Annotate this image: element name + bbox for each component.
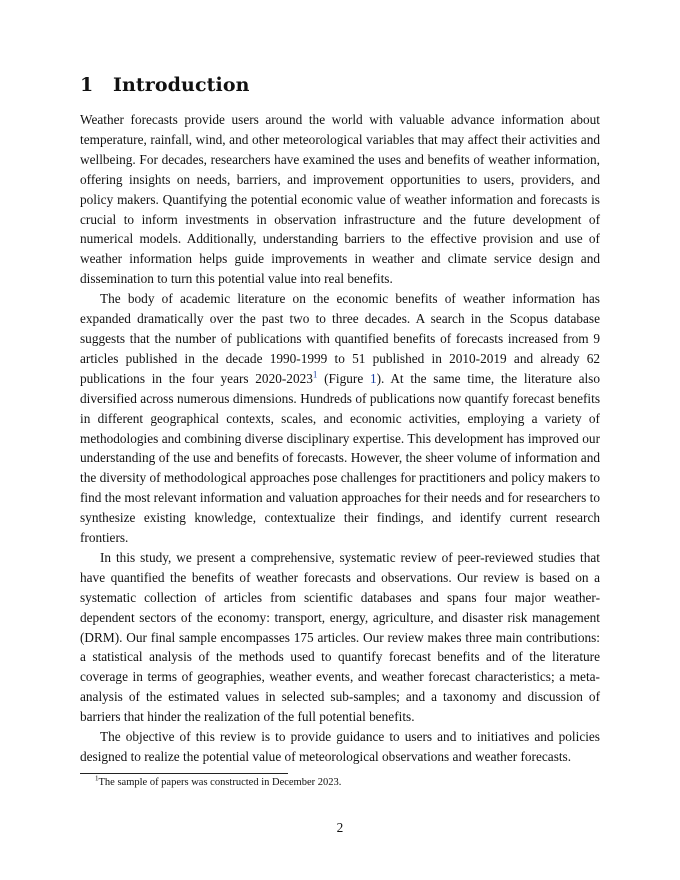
page-number: 2 bbox=[336, 820, 344, 835]
footnote-text: The sample of papers was constructed in December 2023. bbox=[98, 777, 342, 788]
section-heading bbox=[80, 74, 250, 96]
footnote-divider bbox=[80, 773, 288, 774]
body-text bbox=[80, 110, 600, 767]
paragraph-2-text-start: The body of academic literature on the economic benefits of weather information has expanded dramatically over the past two to three decades. A search in the Scopus database suggests that the number of publications with quantified benefits of forecasts increased from 9 articles published in the decade 1990-1999 to 51 published in 2010-2019 and already 62 publications in the four years 2020-2023 bbox=[80, 291, 600, 386]
figure-reference-link[interactable]: 1 bbox=[369, 370, 377, 386]
section-title: Introduction bbox=[113, 74, 250, 96]
paragraph-2-text-end: ). At the same time, the literature also diversified across numerous dimensions. Hundreds of publications now quantify forecast benefits in different geographical contexts, scales, and economic activities, employing a variety of methodologies and combining diverse disciplinary expertise. This development has improved our understanding of the use and benefits of forecasts. However, the sheer volume of information and the diversity of methodological approaches pose challenges for practitioners and policy makers to find the most relevant information and valuation approaches for their needs and for researchers to synthesize existing knowledge, contextualize their findings, and identify current research frontiers. bbox=[80, 370, 600, 546]
section-number: 1 bbox=[80, 74, 94, 96]
paragraph-4: The objective of this review is to provide guidance to users and to initiatives and policies designed to realize the potential value of meteorological observations and weather forecasts. bbox=[80, 729, 600, 764]
footnote-marker: 1 bbox=[95, 774, 99, 783]
paragraph-3: In this study, we present a comprehensive, systematic review of peer-reviewed studies that have quantified the benefits of weather forecasts and observations. Our review is based on a systematic collection of articles from scientific databases and spans four major weather-dependent sectors of the economy: transport, energy, agriculture, and disaster risk management (DRM). Our final sample encompasses 175 articles. Our review makes three main contributions: a statistical analysis of the methods used to quantify forecast benefits and of the literature coverage in terms of geographies, weather events, and weather forecast characteristics; a meta-analysis of the estimated values in selected sub-samples; and a taxonomy and discussion of barriers that hinder the realization of the full potential benefits. bbox=[80, 549, 600, 725]
footnote-reference-link[interactable]: 1 bbox=[312, 369, 318, 380]
paragraph-1: Weather forecasts provide users around the world with valuable advance information about temperature, rainfall, wind, and other meteorological variables that may affect their activities and wellbeing. For decades, researchers have examined the uses and benefits of weather information, offering insights on needs, barriers, and improvement opportunities to users, providers, and policy makers. Quantifying the potential economic value of weather information and forecasts is crucial to inform investments in observation infrastructure and the future development of numerical models. Additionally, understanding barriers to the effective provision and use of weather information helps guide improvements in weather and climate service design and dissemination to turn this potential value into real benefits. bbox=[80, 112, 600, 287]
paragraph-2 bbox=[80, 289, 600, 548]
figure-ref-open: (Figure bbox=[317, 370, 370, 386]
footnote bbox=[95, 776, 341, 790]
